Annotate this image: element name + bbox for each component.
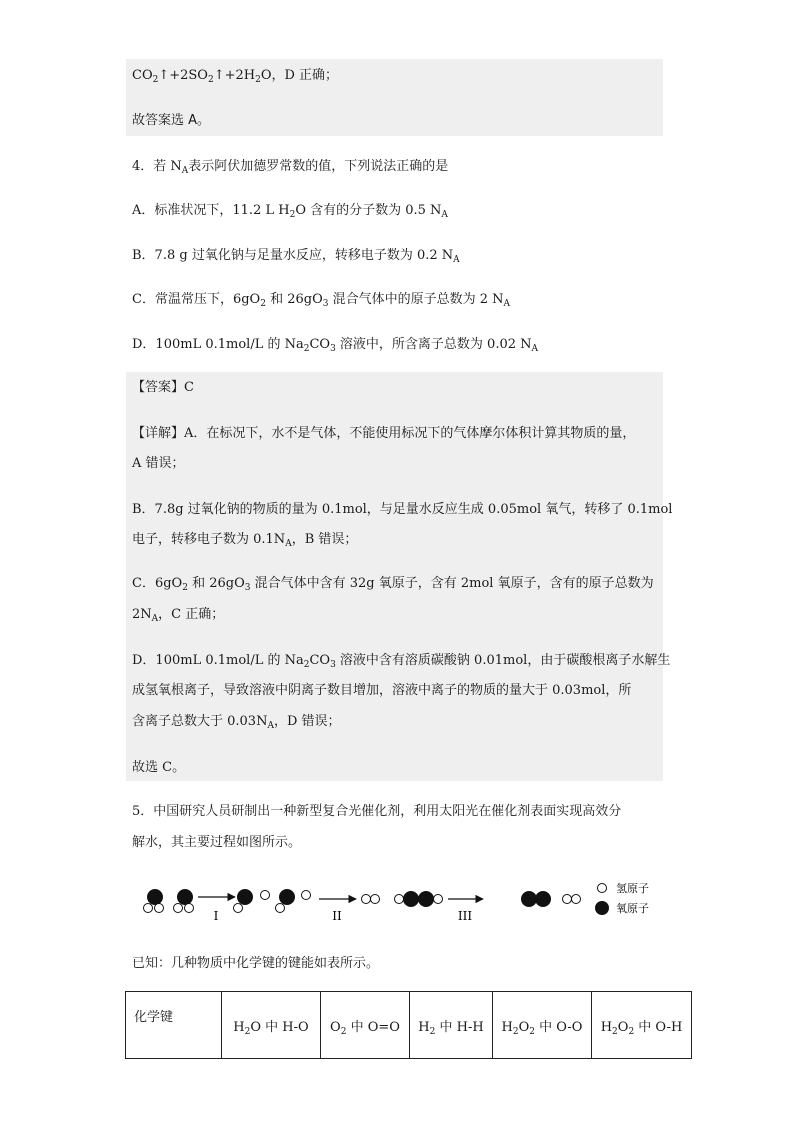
- q4-detail-d-line2: 成氢氧根离子，导致溶液中阴离子数目增加，溶液中离子的物质的量大于 0.03mol，所: [132, 683, 632, 698]
- step-2-label: II: [332, 909, 342, 923]
- q4-option-c: C．常温常压下，$6gO_2$ 和 $26gO_3$ 混合气体中的原子总数为 2 $N_A$: [132, 292, 511, 309]
- q4-answer: 【答案】C: [132, 380, 194, 395]
- q4-conclusion: 故选 C。: [132, 760, 186, 775]
- hydrogen-peroxide-molecule: [395, 891, 443, 907]
- q4-option-b: B．7.8 g 过氧化钠与足量水反应，转移电子数为 0.2 $N_A$: [132, 248, 460, 265]
- hydroxyl-group: [234, 889, 254, 913]
- legend-oxygen-label: 氧原子: [616, 902, 649, 915]
- water-splitting-diagram: [138, 880, 668, 930]
- q4-detail-c-line2: $2N_A$，C 正确；: [132, 607, 225, 624]
- q5-known-text: 已知：几种物质中化学键的键能如表所示。: [132, 956, 380, 971]
- oxygen-molecule: [521, 891, 551, 907]
- hydrogen-atom: [302, 891, 311, 900]
- hydrogen-molecule: [563, 895, 581, 904]
- q4-detail-d-line1: D．100mL 0.1mol/L 的 $Na_2CO_3$ 溶液中含有溶质碳酸钠 0.01mol，由于碳酸根离子水解生: [132, 653, 671, 670]
- hydrogen-molecule: [362, 895, 380, 904]
- prev-answer-equation-tail: $CO_2↑+2SO_2↑+2H_2O$，D 正确；: [132, 68, 339, 85]
- bond-energy-table: [125, 991, 692, 1059]
- table-header-cell: 化学键: [126, 992, 222, 1059]
- water-molecule: [144, 889, 164, 913]
- q4-detail-a-line1: 【详解】A．在标况下，水不是气体，不能使用标况下的气体摩尔体积计算其物质的量，: [132, 426, 636, 441]
- q4-stem: 4．若 $N_A$表示阿伏加德罗常数的值，下列说法正确的是: [132, 159, 449, 176]
- q4-detail-b-line2: 电子，转移电子数为 $0.1N_A$，B 错误；: [132, 532, 358, 549]
- q4-detail-c-line1: C．$6gO_2$ 和 $26gO_3$ 混合气体中含有 32g 氧原子，含有 2mol 氧原子，含有的原子总数为: [132, 576, 654, 593]
- table-cell: $H_2O_2$ 中 O-O: [493, 992, 592, 1059]
- q4-detail-b-line1: B．7.8g 过氧化钠的物质的量为 0.1mol，与足量水反应生成 0.05mol 氧气，转移了 0.1mol: [132, 502, 673, 517]
- table-row: [126, 992, 692, 1059]
- water-molecule: [174, 889, 194, 913]
- legend-hydrogen-label: 氢原子: [616, 882, 649, 895]
- hydroxyl-group: [276, 889, 296, 913]
- step-1-label: I: [213, 909, 219, 923]
- table-cell: $H_2O$ 中 H-O: [222, 992, 321, 1059]
- q4-option-d: D．100mL 0.1mol/L 的 $Na_2CO_3$ 溶液中，所含离子总数为 0.02 $N_A$: [132, 337, 539, 354]
- step-3-label: III: [457, 909, 473, 923]
- q4-option-a: A．标准状况下，11.2 L $H_2O$ 含有的分子数为 0.5 $N_A$: [132, 203, 448, 220]
- table-cell: $H_2$ 中 H-H: [410, 992, 493, 1059]
- q4-detail-a-line2: A 错误；: [132, 456, 185, 471]
- table-cell: $H_2O_2$ 中 O-H: [592, 992, 692, 1059]
- hydrogen-atom: [261, 891, 270, 900]
- table-cell: $O_2$ 中 O=O: [321, 992, 410, 1059]
- q5-stem-line2: 解水，其主要过程如图所示。: [132, 835, 302, 850]
- legend-oxygen-symbol: [595, 901, 609, 915]
- legend-hydrogen-symbol: [598, 884, 607, 893]
- prev-answer-conclusion: 故答案选 A。: [132, 113, 211, 128]
- q4-detail-d-line3: 含离子总数大于 $0.03N_A$，D 错误；: [132, 714, 341, 731]
- q5-stem-line1: 5．中国研究人员研制出一种新型复合光催化剂，利用太阳光在催化剂表面实现高效分: [132, 804, 622, 819]
